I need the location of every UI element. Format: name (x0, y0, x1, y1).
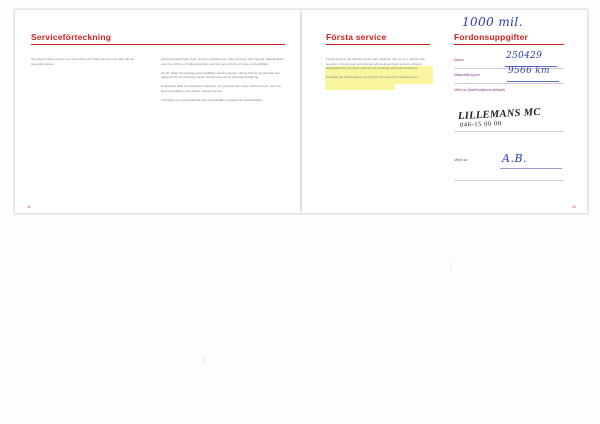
left-paragraph-1: Serviceförteckningen fylls i av den verkstad som utför servicen. Där framgår vilka åtgärder som har utförts och vilka kontroller som har genomförts vid varje servicetillfälle. (161, 57, 285, 66)
field-line-dealer-stamp (454, 131, 564, 132)
right-page (301, 10, 588, 213)
dealer-stamp-name: LILLEMANS MC (457, 106, 541, 123)
left-heading-rule (31, 44, 285, 45)
right-heading-rule-left (326, 44, 430, 45)
left-paragraph-4: Vid frågor om serviceintervall eller garantivillkor kontakta din återförsäljare. (161, 97, 264, 102)
handwritten-date-value: 250429 (506, 51, 543, 61)
right-page-heading-service: Första service (326, 32, 387, 42)
field-label-dealer-stamp: Utfört av (Återförsäljarens stämpel) (454, 88, 506, 92)
left-paragraph-3: Kontrollera alltid att verkstaden stämplar och signerar efter varje utförd service, samt att kilometerställning och datum noteras korrekt. (161, 84, 281, 93)
left-page-number: 42 (27, 205, 31, 209)
handwritten-odometer-underline (507, 81, 559, 82)
highlight-line-4 (325, 84, 395, 90)
dealer-stamp-phone: 046-15 00 00 (459, 120, 502, 129)
handwritten-margin-note: 1000 mil. (462, 15, 523, 29)
left-page-heading: Serviceförteckning (31, 32, 112, 42)
booklet-spread (14, 9, 588, 214)
handwritten-signature-underline (500, 168, 562, 169)
field-label-odometer: Mätarställning km (454, 73, 480, 77)
right-page-number: 43 (572, 205, 576, 209)
handwritten-odometer-value: 9566 km (508, 66, 550, 76)
field-label-date: Datum (454, 58, 464, 62)
right-paragraph-2: Kontakta din återförsäljare i god tid för att boka tid för första service. (326, 75, 419, 80)
scan-artifact-2 (203, 356, 204, 363)
left-page (15, 10, 301, 213)
handwritten-signature: A.B. (502, 152, 528, 165)
field-label-performed-by: Utförd av (454, 158, 468, 162)
right-heading-rule-right (454, 44, 564, 45)
right-paragraph-1: Första service ska utföras senast efter 1000 km eller inom 1 månad efter leverans. Vid servicen kontrolleras och justeras bland annat ventilspel, kedjespänning, bromsar, oljenivå och samtliga elektriska funktioner. (326, 57, 426, 71)
right-page-body (326, 57, 432, 84)
right-page-heading-vehicle: Fordonsuppgifter (454, 32, 529, 42)
scan-artifact-1 (450, 262, 451, 270)
left-page-column-text (161, 57, 285, 107)
left-page-intro: Här anges vilken service som har utförts och vilken service som återstår att göra på fordonet. (31, 57, 134, 66)
left-paragraph-2: Det är viktigt att samtliga servicetillfällen dokumenteras i denna bok för att garantin ska gälla och för att fordonets värde ska bevaras vid en framtida försäljning. (161, 70, 280, 80)
field-line-odometer (454, 83, 564, 84)
field-line-performed-by (454, 180, 564, 181)
